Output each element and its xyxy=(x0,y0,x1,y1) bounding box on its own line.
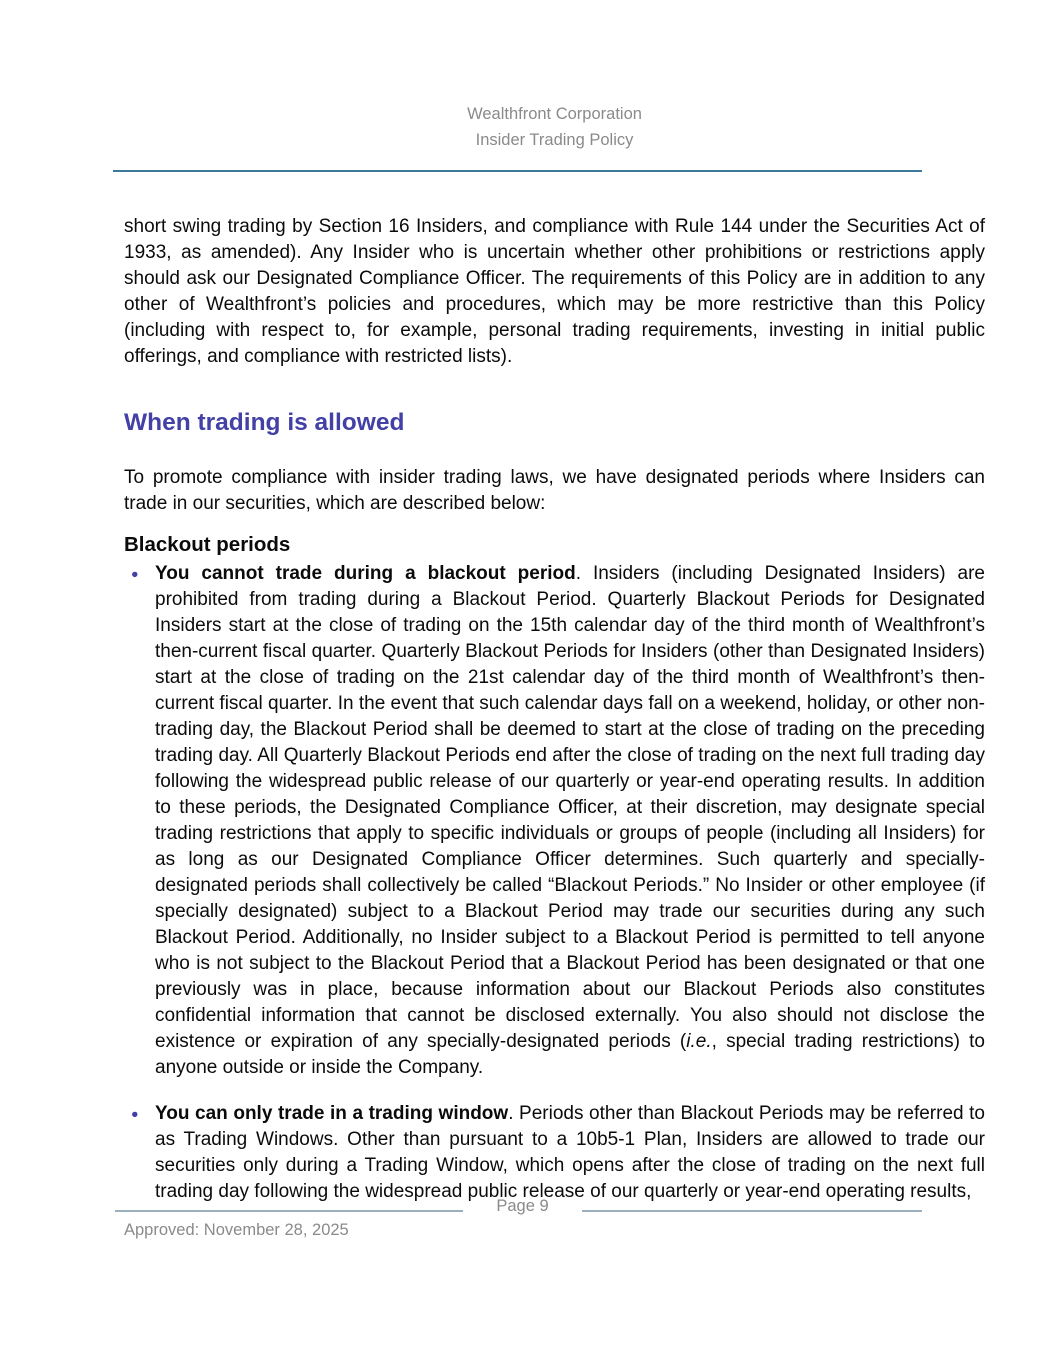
page-number: Page 9 xyxy=(496,1197,549,1215)
bullet-italic-abbrev: i.e. xyxy=(686,1031,712,1052)
header-company: Wealthfront Corporation xyxy=(467,105,642,123)
bullet-icon: ● xyxy=(131,567,139,581)
list-item xyxy=(124,1101,985,1205)
bullet-list xyxy=(124,561,985,1205)
subsection-heading: Blackout periods xyxy=(124,533,291,556)
bullet-body: . Periods other than Blackout Periods may be referred to as Trading Windows. Other than pursuant to a 10b5-1 Plan, Insiders are allowed to trade our securities only during a Trading Window, which opens after the close of trading on the next full trading day following the widespread public release of our quarterly or year-end operating results, xyxy=(155,1103,985,1202)
bullet-body: . Insiders (including Designated Insiders) are prohibited from trading during a Blackout Period. Quarterly Blackout Periods for Designated Insiders start at the close of trading on the 15th calendar day of the third month of Wealthfront’s then-current fiscal quarter. Quarterly Blackout Periods for Insiders (other than Designated Insiders) start at the close of trading on the 21st calendar day of the third month of Wealthfront’s then-current fiscal quarter. In the event that such calendar days fall on a weekend, holiday, or other non-trading day, the Blackout Period shall be deemed to start at the close of trading on the preceding trading day. All Quarterly Blackout Periods end after the close of trading on the next full trading day following the widespread public release of our quarterly or year-end operating results. In addition to these periods, the Designated Compliance Officer, at their discretion, may designate special trading restrictions that apply to specific individuals or groups of people (including all Insiders) for as long as our Designated Compliance Officer determines. Such quarterly and specially-designated periods shall collectively be called “Blackout Periods.” No Insider or other employee (if specially designated) subject to a Blackout Period may trade our securities during any such Blackout Period. Additionally, no Insider subject to a Blackout Period is permitted to tell anyone who is not subject to the Blackout Period that a Blackout Period has been designated or that one previously was in place, because information about our Blackout Periods also constitutes confidential information that cannot be disclosed externally. You also should not disclose the existence or expiration of any specially-designated periods ( xyxy=(155,563,985,1052)
footer-divider-right xyxy=(582,1210,922,1212)
header-doc-title: Insider Trading Policy xyxy=(475,130,634,149)
bullet-text xyxy=(155,1101,985,1205)
document-body xyxy=(124,214,985,1205)
bullet-text xyxy=(155,561,985,1081)
section-heading: When trading is allowed xyxy=(124,409,405,436)
intro-paragraph: short swing trading by Section 16 Insiders, and compliance with Rule 144 under the Securities Act of 1933, as amended). Any Insider who is uncertain whether other prohibitions or restrictions apply should ask our Designated Compliance Officer. The requirements of this Policy are in addition to any other of Wealthfront’s policies and procedures, which may be more restrictive than this Policy (including with respect to, for example, personal trading requirements, investing in initial public offerings, and compliance with restricted lists). xyxy=(124,216,985,367)
approved-date: Approved: November 28, 2025 xyxy=(124,1221,349,1239)
document-header xyxy=(124,102,985,153)
bullet-bold-lead: You can only trade in a trading window xyxy=(155,1103,509,1124)
bullet-icon: ● xyxy=(131,1107,139,1121)
list-item xyxy=(124,561,985,1081)
footer-divider-left xyxy=(115,1210,463,1212)
bullet-body-tail: , special trading restrictions) to anyone outside or inside the Company. xyxy=(155,1031,985,1078)
header-divider xyxy=(113,170,922,172)
bullet-bold-lead: You cannot trade during a blackout period xyxy=(155,563,576,584)
section-intro-paragraph: To promote compliance with insider trading laws, we have designated periods where Insiders can trade in our securities, which are described below: xyxy=(124,467,985,514)
